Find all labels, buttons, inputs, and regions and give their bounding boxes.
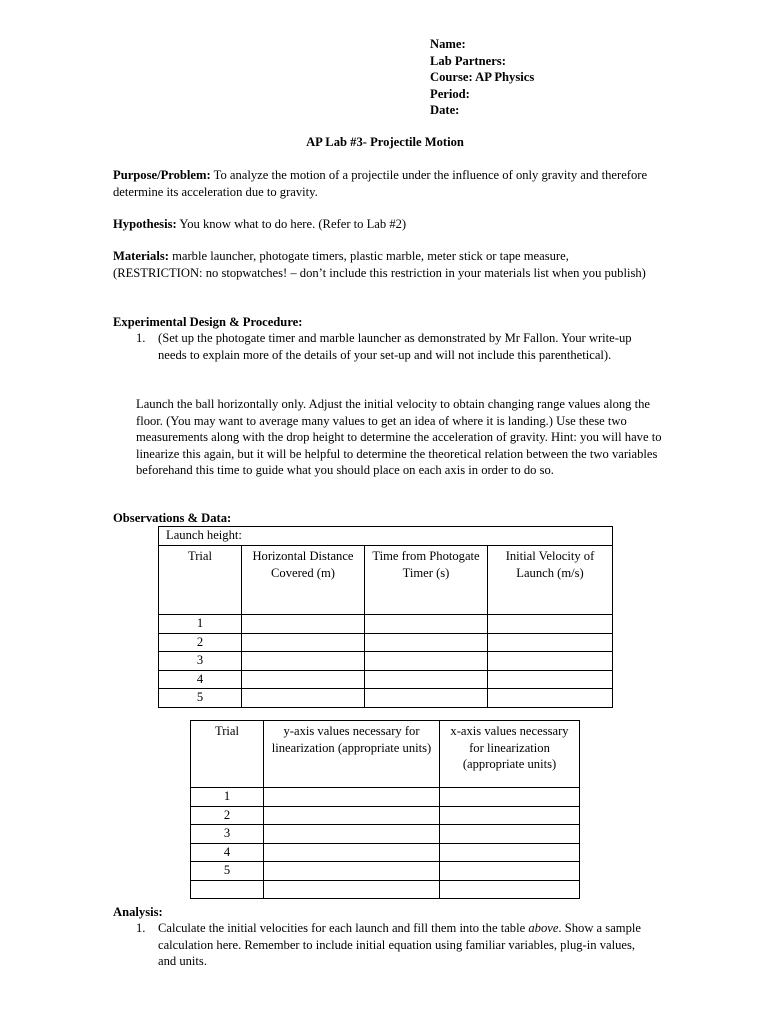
- analysis-text-part: Calculate the initial velocities for each launch and fill them into the table: [158, 921, 529, 935]
- table-row: [159, 615, 613, 634]
- table-row: [159, 652, 613, 671]
- list-number: 1.: [136, 331, 146, 345]
- table-header: x-axis values necessary for linearization (appropriate units): [440, 721, 580, 788]
- data-cell[interactable]: [242, 652, 365, 671]
- table-header: Trial: [159, 546, 242, 615]
- data-cell[interactable]: [440, 862, 580, 881]
- table-row: [191, 788, 580, 807]
- data-cell[interactable]: [264, 806, 440, 825]
- design-heading: Experimental Design & Procedure:: [113, 315, 303, 329]
- data-cell[interactable]: [242, 670, 365, 689]
- trial-cell: 1: [191, 788, 264, 807]
- trial-cell: 3: [159, 652, 242, 671]
- analysis-item-text: [158, 920, 648, 970]
- data-cell[interactable]: [440, 843, 580, 862]
- name-label: Name:: [430, 37, 466, 51]
- launch-height-cell[interactable]: Launch height:: [159, 527, 613, 546]
- period-label: Period:: [430, 86, 470, 101]
- observations-heading: Observations & Data:: [113, 511, 232, 525]
- table-row: [159, 689, 613, 708]
- table-header: Trial: [191, 721, 264, 788]
- data-cell[interactable]: [242, 633, 365, 652]
- data-cell[interactable]: [264, 843, 440, 862]
- data-cell[interactable]: [365, 615, 488, 634]
- table-header: Horizontal Distance Covered (m): [242, 546, 365, 615]
- header-block: [430, 36, 534, 119]
- purpose-text: To analyze the motion of a projectile under the influence of only gravity and therefore determine its acceleration due to gravity.: [113, 168, 648, 199]
- hypothesis-label: Hypothesis:: [113, 217, 177, 231]
- purpose-paragraph: [113, 167, 658, 200]
- trial-cell: [191, 880, 264, 899]
- hypothesis-paragraph: [113, 216, 658, 233]
- trial-cell: 4: [159, 670, 242, 689]
- data-cell[interactable]: [264, 825, 440, 844]
- materials-label: Materials:: [113, 249, 169, 263]
- table-row: [191, 825, 580, 844]
- table-row: [191, 843, 580, 862]
- hypothesis-text: You know what to do here. (Refer to Lab #2): [176, 217, 407, 231]
- analysis-text-emphasis: above: [528, 921, 559, 935]
- trial-cell: 3: [191, 825, 264, 844]
- trial-cell: 1: [159, 615, 242, 634]
- data-cell[interactable]: [365, 689, 488, 708]
- data-cell[interactable]: [440, 806, 580, 825]
- analysis-heading: Analysis:: [113, 905, 163, 919]
- table-header: Initial Velocity of Launch (m/s): [488, 546, 613, 615]
- purpose-label: Purpose/Problem:: [113, 168, 211, 182]
- data-cell[interactable]: [488, 652, 613, 671]
- trial-cell: 5: [159, 689, 242, 708]
- data-table-launch: [158, 526, 613, 708]
- table-row: [191, 862, 580, 881]
- table-row: [159, 633, 613, 652]
- data-cell[interactable]: [264, 862, 440, 881]
- table-row: [159, 670, 613, 689]
- data-cell[interactable]: [488, 633, 613, 652]
- materials-paragraph: [113, 248, 658, 281]
- data-cell[interactable]: [264, 788, 440, 807]
- design-item-text: (Set up the photogate timer and marble launcher as demonstrated by Mr Fallon. Your write-up needs to explain more of the details of your set-up and will not include this parenthetical).: [158, 331, 632, 362]
- trial-cell: 4: [191, 843, 264, 862]
- data-cell[interactable]: [242, 615, 365, 634]
- data-cell[interactable]: [488, 689, 613, 708]
- data-cell[interactable]: [365, 633, 488, 652]
- course-label: Course: AP Physics: [430, 70, 535, 84]
- data-cell[interactable]: [264, 880, 440, 899]
- data-cell[interactable]: [488, 670, 613, 689]
- table-row: [191, 806, 580, 825]
- data-table-linearization: [190, 720, 580, 899]
- trial-cell: 5: [191, 862, 264, 881]
- trial-cell: 2: [159, 633, 242, 652]
- analysis-text-part: . Show a sample calculation here. Remember to include initial equation using familiar variables, plug-in values, and units.: [158, 921, 641, 968]
- data-cell[interactable]: [488, 615, 613, 634]
- data-cell[interactable]: [365, 670, 488, 689]
- data-cell[interactable]: [365, 652, 488, 671]
- date-label: Date:: [430, 103, 460, 117]
- launch-paragraph: Launch the ball horizontally only. Adjust the initial velocity to obtain changing range values along the floor. (You may want to average many values to get an idea of where it is landing.) Use these two measurements along with the drop height to determine the acceleration of gravity. Hint: you will have to linearize this again, but it will be helpful to determine the theoretical relation between the two variables beforehand this time to guide what you should place on each axis in order to do so.: [136, 397, 662, 477]
- table-header: y-axis values necessary for linearization (appropriate units): [264, 721, 440, 788]
- table-row: [191, 880, 580, 899]
- data-cell[interactable]: [242, 689, 365, 708]
- lab-partners-label: Lab Partners:: [430, 53, 506, 68]
- trial-cell: 2: [191, 806, 264, 825]
- data-cell[interactable]: [440, 825, 580, 844]
- data-cell[interactable]: [440, 788, 580, 807]
- table-header: Time from Photogate Timer (s): [365, 546, 488, 615]
- page-title: AP Lab #3- Projectile Motion: [306, 135, 464, 149]
- materials-text: marble launcher, photogate timers, plastic marble, meter stick or tape measure, (RESTRICTION: no stopwatches! – don’t include this restriction in your materials list when you publish): [113, 249, 646, 280]
- list-number: 1.: [136, 921, 146, 935]
- data-cell[interactable]: [440, 880, 580, 899]
